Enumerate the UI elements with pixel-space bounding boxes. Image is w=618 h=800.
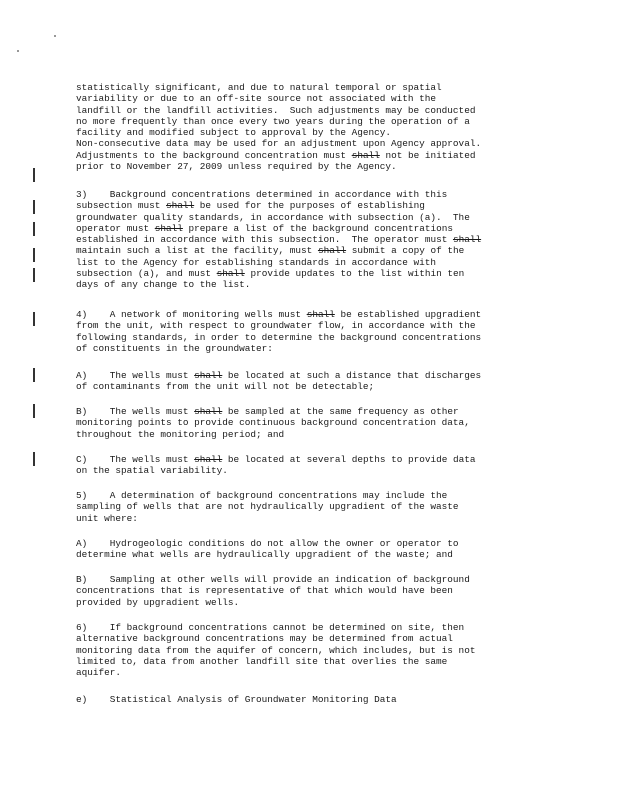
paragraph-4c [76, 454, 546, 477]
scan-speck [54, 35, 56, 37]
revision-bar [33, 312, 35, 326]
struck-word: shall [166, 200, 195, 212]
text-line: of constituents in the groundwater: [76, 342, 273, 354]
paragraph-6 [76, 622, 546, 678]
text-line: 4) A network of monitoring wells must shall be established upgradient [76, 309, 482, 320]
text-line: B) The wells must shall be sampled at the same frequency as other [76, 406, 459, 417]
text-line: Adjustments to the background concentration must shall not be initiated [76, 149, 476, 161]
text-line: variability or due to an off-site source not associated with the [76, 93, 437, 105]
struck-word: shall [194, 406, 223, 417]
text-line: limited to, data from another landfill site that overlies the same [76, 655, 448, 667]
text-line: operator must shall prepare a list of the background concentrations [76, 222, 453, 234]
text-line: aquifer. [76, 667, 122, 679]
text-line: determine what wells are hydraulically upgradient of the waste; and [76, 549, 453, 561]
struck-word: shall [154, 222, 183, 234]
text-line: prior to November 27, 2009 unless required by the Agency. [76, 161, 397, 173]
struck-word: shall [194, 370, 223, 381]
text-line: throughout the monitoring period; and [76, 428, 285, 440]
struck-word: shall [216, 268, 245, 280]
text-line: days of any change to the list. [76, 279, 251, 291]
text-line: B) Sampling at other wells will provide an indication of background [76, 574, 470, 585]
revision-bar [33, 268, 35, 282]
text-line: monitoring data from the aquifer of concern, which includes, but is not [76, 644, 476, 656]
text-line: list to the Agency for establishing standards in accordance with [76, 256, 437, 268]
text-line: monitoring points to provide continuous background concentration data, [76, 417, 470, 429]
text-line: A) The wells must shall be located at such a distance that discharges [76, 370, 482, 381]
revision-bar [33, 248, 35, 262]
revision-bar [33, 404, 35, 418]
text-line: on the spatial variability. [76, 465, 228, 477]
text-line: A) Hydrogeologic conditions do not allow the owner or operator to [76, 538, 459, 549]
text-line: groundwater quality standards, in accordance with subsection (a). The [76, 211, 470, 223]
scan-speck [17, 50, 19, 52]
text-line: concentrations that is representative of that which would have been [76, 585, 453, 597]
text-line: landfill or the landfill activities. Such adjustments may be conducted [76, 104, 476, 116]
revision-bar [33, 200, 35, 214]
revision-bar [33, 222, 35, 236]
paragraph-4a [76, 370, 546, 393]
text-line: subsection (a), and must shall provide updates to the list within ten [76, 268, 465, 280]
text-line: of contaminants from the unit will not be detectable; [76, 381, 375, 393]
paragraph-4b [76, 406, 546, 440]
text-line: no more frequently than once every two years during the operation of a [76, 115, 470, 127]
text-line: Non-consecutive data may be used for an adjustment upon Agency approval. [76, 138, 482, 150]
struck-word: shall [194, 454, 223, 465]
text-line: sampling of wells that are not hydraulically upgradient of the waste [76, 501, 459, 513]
text-line: from the unit, with respect to groundwater flow, in accordance with the [76, 320, 476, 332]
text-line: alternative background concentrations may be determined from actual [76, 633, 453, 645]
text-line: 6) If background concentrations cannot be determined on site, then [76, 622, 465, 633]
struck-word: shall [351, 149, 380, 161]
text-line: subsection must shall be used for the purposes of establishing [76, 200, 425, 212]
paragraph-5 [76, 490, 546, 524]
paragraph-4 [76, 309, 546, 354]
text-line: e) Statistical Analysis of Groundwater Monitoring Data [76, 694, 397, 705]
revision-bar [33, 168, 35, 182]
paragraph-5a [76, 538, 546, 561]
text-line: statistically significant, and due to natural temporal or spatial [76, 82, 442, 93]
heading-e [76, 694, 546, 705]
struck-word: shall [452, 234, 482, 246]
text-line: 5) A determination of background concentrations may include the [76, 490, 448, 501]
revision-bar [33, 452, 35, 466]
text-line: following standards, in order to determine the background concentrations [76, 331, 482, 343]
text-line: maintain such a list at the facility, must shall submit a copy of the [76, 245, 465, 257]
revision-bar [33, 368, 35, 382]
struck-word: shall [306, 309, 335, 320]
text-line: 3) Background concentrations determined in accordance with this [76, 189, 448, 200]
paragraph-3 [76, 189, 546, 291]
paragraph-5b [76, 574, 546, 608]
text-line: C) The wells must shall be located at several depths to provide data [76, 454, 476, 465]
text-line: established in accordance with this subsection. The operator must shall [76, 234, 482, 246]
struck-word: shall [317, 245, 347, 257]
text-line: facility and modified subject to approval by the Agency. [76, 127, 392, 139]
paragraph-continuation [76, 82, 546, 172]
text-line: provided by upgradient wells. [76, 596, 240, 608]
text-line: unit where: [76, 512, 138, 524]
